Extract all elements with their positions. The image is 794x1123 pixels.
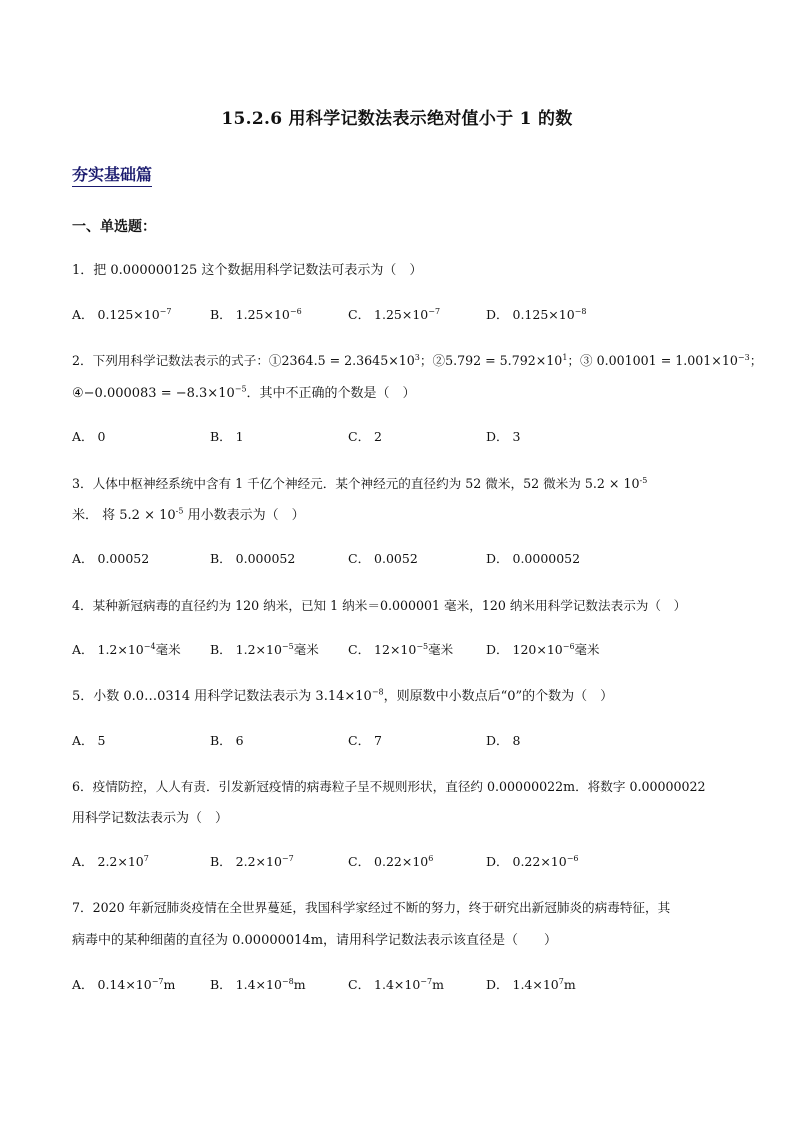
question-7-option-c: C． $1.4\times 10^{-7}m$ — [348, 976, 444, 992]
question-6-option-b: B． $2.2\times 10^{-7}$ — [210, 853, 294, 869]
question-type-heading: 一、单选题： — [72, 219, 156, 235]
section-heading: 夯实基础篇 — [72, 162, 152, 187]
question-1-option-a: A． $0.125\times 10^{-7}$ — [72, 306, 172, 322]
question-5-stem: 5．小数 0.0…0314 用科学记数法表示为 $3.14\times 10^{-8}$，则原数中小数点后“0”的个数为（ ） — [72, 687, 614, 704]
question-7-option-d: D． $1.4\times 10^7m$ — [486, 976, 576, 992]
question-7-stem-line-1: 7．2020 年新冠肺炎疫情在全世界蔓延，我国科学家经过不断的努力，终于研究出新冠肺炎的病毒特征，其 — [72, 900, 671, 915]
question-5-option-a: A． 5 — [72, 733, 106, 748]
question-5-option-d: D． 8 — [486, 733, 521, 748]
question-4-stem: 4．某种新冠病毒的直径约为 120 纳米，已知 1 纳米＝0.000001 毫米，120 纳米用科学记数法表示为（ ） — [72, 598, 687, 613]
question-5-option-c: C． 7 — [348, 733, 382, 748]
question-6-option-c: C． $0.22\times 10^6$ — [348, 853, 434, 869]
question-3-stem-line-2: 米． 将 $5.2 \times 10^{-5}$ 用小数表示为（ ） — [72, 506, 305, 523]
question-2-option-b: B． 1 — [210, 429, 244, 444]
question-4-option-a: A． $1.2\times 10^{-4}$毫米 — [72, 641, 181, 657]
page-title: 15.2.6 用科学记数法表示绝对值小于 1 的数 — [221, 109, 573, 129]
question-6-option-d: D． $0.22\times 10^{-6}$ — [486, 853, 579, 869]
question-7-option-a: A． $0.14\times 10^{-7}m$ — [72, 976, 176, 992]
question-2-option-d: D． 3 — [486, 429, 521, 444]
question-1-option-c: C． $1.25\times 10^{-7}$ — [348, 306, 441, 322]
question-6-stem-line-1: 6．疫情防控，人人有责．引发新冠疫情的病毒粒子呈不规则形状，直径约 0.00000022m．将数字 0.00000022 — [72, 779, 706, 794]
question-2-option-a: A． 0 — [72, 429, 106, 444]
question-3-stem-line-1: 3．人体中枢神经系统中含有 1 千亿个神经元．某个神经元的直径约为 52 微米，52 微米为 $5.2 \times 10^{-5}$ — [72, 475, 648, 491]
question-7-stem-line-2: 病毒中的某种细菌的直径为 0.00000014m，请用科学记数法表示该直径是（ ） — [72, 933, 558, 948]
question-1-option-d: D． $0.125\times 10^{-8}$ — [486, 306, 587, 322]
question-4-option-d: D． $120\times 10^{-6}$毫米 — [486, 641, 600, 657]
question-2-option-c: C． 2 — [348, 429, 382, 444]
question-4-option-c: C． $12\times 10^{-5}$毫米 — [348, 641, 454, 657]
question-7-option-b: B． $1.4\times 10^{-8}m$ — [210, 976, 306, 992]
question-2-stem-line-2: ④−0.000083 = $-8.3\times 10^{-5}$．其中不正确的个数是（ ） — [72, 384, 416, 401]
question-1-stem: 1．把 0.000000125 这个数据用科学记数法可表示为（ ） — [72, 263, 423, 278]
question-3-option-c: C． 0.0052 — [348, 551, 418, 566]
question-5-option-b: B． 6 — [210, 733, 244, 748]
question-3-option-a: A． 0.00052 — [72, 551, 150, 566]
question-4-option-b: B． $1.2\times 10^{-5}$毫米 — [210, 641, 319, 657]
question-3-option-d: D． 0.0000052 — [486, 551, 581, 566]
question-2-stem-line-1: 2．下列用科学记数法表示的式子：①2364.5 = $2.3645\times 10^3$；②5.792 = $5.792\times 10^1$；③ $0.001001 = 1.001\times 10^{-3}$； — [72, 352, 763, 368]
question-1-option-b: B． $1.25\times 10^{-6}$ — [210, 306, 302, 322]
question-6-stem-line-2: 用科学记数法表示为（ ） — [72, 811, 229, 826]
question-6-option-a: A． $2.2\times 10^7$ — [72, 853, 149, 869]
question-3-option-b: B． 0.000052 — [210, 551, 296, 566]
